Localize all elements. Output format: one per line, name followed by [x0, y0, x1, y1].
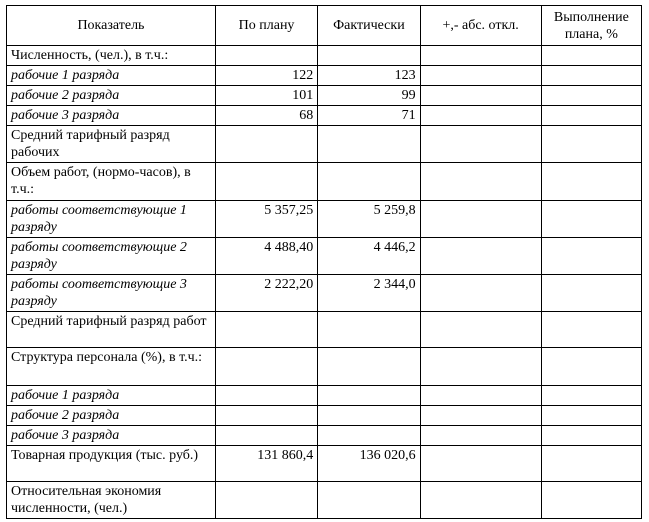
deviation-cell: [420, 163, 541, 201]
actual-cell: [318, 163, 420, 201]
completion-cell: [541, 406, 641, 426]
completion-cell: [541, 46, 641, 66]
table-row: [7, 163, 642, 201]
row-label: Структура персонала (%), в т.ч.:: [7, 348, 216, 386]
completion-cell: [541, 238, 641, 275]
row-label: работы соответствующие 3 разряду: [7, 275, 216, 312]
row-label: Товарная продукция (тыс. руб.): [7, 446, 216, 482]
deviation-cell: [420, 348, 541, 386]
actual-cell: [318, 348, 420, 386]
table-row: [7, 201, 642, 238]
actual-cell: 136 020,6: [318, 446, 420, 482]
table-row: [7, 238, 642, 275]
indicators-table: [6, 5, 642, 519]
plan-cell: [215, 406, 317, 426]
completion-cell: [541, 275, 641, 312]
completion-cell: [541, 106, 641, 126]
deviation-cell: [420, 238, 541, 275]
deviation-cell: [420, 106, 541, 126]
row-label: рабочие 3 разряда: [7, 426, 216, 446]
completion-cell: [541, 426, 641, 446]
plan-cell: 101: [215, 86, 317, 106]
deviation-cell: [420, 126, 541, 163]
actual-cell: 99: [318, 86, 420, 106]
table-row: [7, 386, 642, 406]
header-abs-deviation: +,- абс. откл.: [420, 6, 541, 46]
table-header-row: [7, 6, 642, 46]
row-label: рабочие 2 разряда: [7, 86, 216, 106]
header-plan: По плану: [215, 6, 317, 46]
deviation-cell: [420, 66, 541, 86]
deviation-cell: [420, 482, 541, 519]
row-label: работы соответствующие 2 разряду: [7, 238, 216, 275]
table-row: [7, 348, 642, 386]
plan-cell: [215, 348, 317, 386]
plan-cell: [215, 46, 317, 66]
plan-cell: 68: [215, 106, 317, 126]
table-row: [7, 275, 642, 312]
row-label: Средний тарифный разряд работ: [7, 312, 216, 348]
table-row: [7, 312, 642, 348]
actual-cell: 2 344,0: [318, 275, 420, 312]
completion-cell: [541, 446, 641, 482]
actual-cell: [318, 482, 420, 519]
actual-cell: 123: [318, 66, 420, 86]
completion-cell: [541, 482, 641, 519]
plan-cell: 4 488,40: [215, 238, 317, 275]
deviation-cell: [420, 275, 541, 312]
deviation-cell: [420, 426, 541, 446]
table-row: [7, 426, 642, 446]
row-label: Относительная экономия численности, (чел.): [7, 482, 216, 519]
plan-cell: [215, 482, 317, 519]
row-label: рабочие 2 разряда: [7, 406, 216, 426]
completion-cell: [541, 348, 641, 386]
table-row: [7, 406, 642, 426]
deviation-cell: [420, 406, 541, 426]
table-row: [7, 126, 642, 163]
actual-cell: [318, 46, 420, 66]
header-actual: Фактически: [318, 6, 420, 46]
plan-cell: 122: [215, 66, 317, 86]
completion-cell: [541, 66, 641, 86]
row-label: Средний тарифный разряд рабочих: [7, 126, 216, 163]
plan-cell: 131 860,4: [215, 446, 317, 482]
completion-cell: [541, 312, 641, 348]
completion-cell: [541, 386, 641, 406]
plan-cell: 5 357,25: [215, 201, 317, 238]
plan-cell: [215, 312, 317, 348]
deviation-cell: [420, 201, 541, 238]
row-label: рабочие 1 разряда: [7, 386, 216, 406]
table-row: [7, 86, 642, 106]
row-label: рабочие 3 разряда: [7, 106, 216, 126]
actual-cell: [318, 386, 420, 406]
plan-cell: [215, 126, 317, 163]
deviation-cell: [420, 46, 541, 66]
actual-cell: 5 259,8: [318, 201, 420, 238]
plan-cell: [215, 386, 317, 406]
actual-cell: [318, 426, 420, 446]
table-row: [7, 106, 642, 126]
header-plan-completion: Выполнение плана, %: [541, 6, 641, 46]
deviation-cell: [420, 312, 541, 348]
table-row: [7, 46, 642, 66]
deviation-cell: [420, 446, 541, 482]
plan-cell: 2 222,20: [215, 275, 317, 312]
completion-cell: [541, 126, 641, 163]
actual-cell: 71: [318, 106, 420, 126]
deviation-cell: [420, 86, 541, 106]
actual-cell: 4 446,2: [318, 238, 420, 275]
actual-cell: [318, 126, 420, 163]
header-indicator: Показатель: [7, 6, 216, 46]
deviation-cell: [420, 386, 541, 406]
completion-cell: [541, 201, 641, 238]
completion-cell: [541, 163, 641, 201]
table-row: [7, 66, 642, 86]
actual-cell: [318, 312, 420, 348]
plan-cell: [215, 426, 317, 446]
row-label: работы соответствующие 1 разряду: [7, 201, 216, 238]
table-row: [7, 446, 642, 482]
row-label: рабочие 1 разряда: [7, 66, 216, 86]
table-row: [7, 482, 642, 519]
row-label: Численность, (чел.), в т.ч.:: [7, 46, 216, 66]
plan-cell: [215, 163, 317, 201]
completion-cell: [541, 86, 641, 106]
row-label: Объем работ, (нормо-часов), в т.ч.:: [7, 163, 216, 201]
actual-cell: [318, 406, 420, 426]
